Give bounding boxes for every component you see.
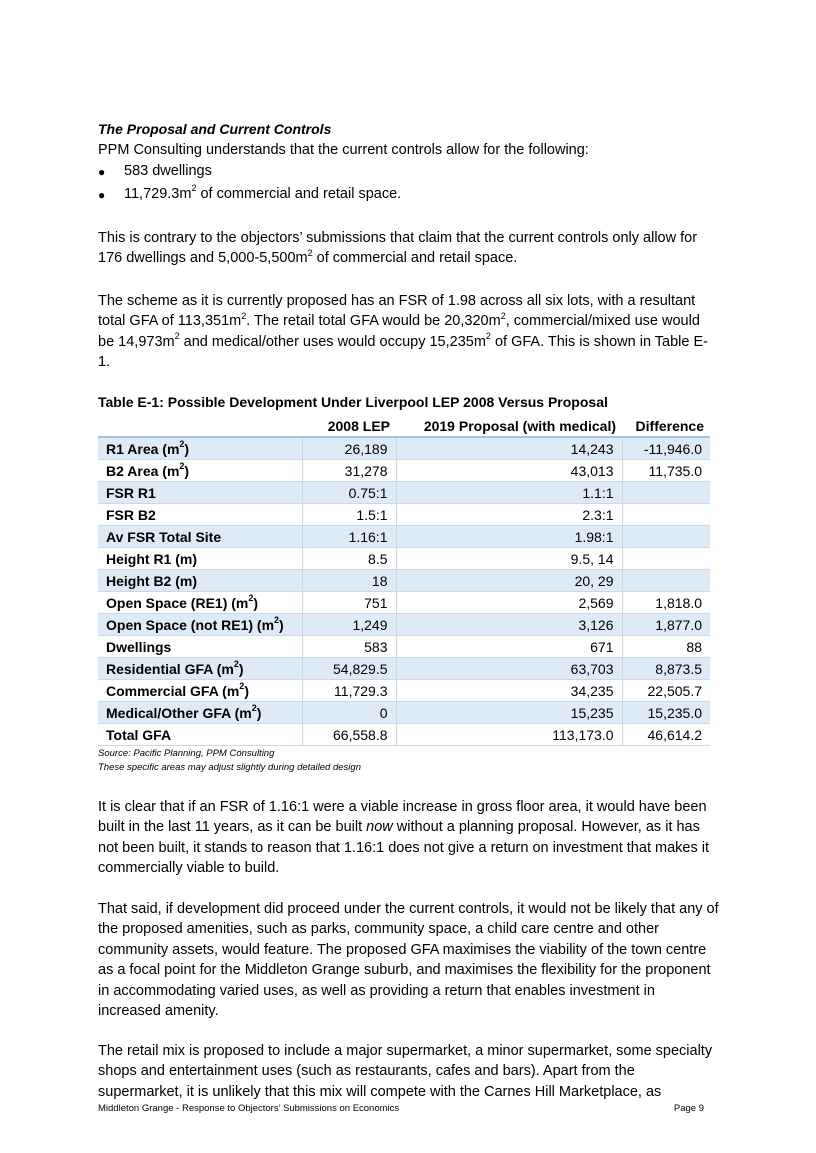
table-row [98,570,710,592]
header-proposal: 2019 Proposal (with medical) [396,416,622,437]
row-label: R1 Area $(m^2)$ [98,437,302,460]
cell-lep: 583 [302,636,396,658]
intro-paragraph: PPM Consulting understands that the current controls allow for the following: [98,142,589,158]
row-label: Dwellings [98,636,302,658]
cell-proposal: 14,243 [396,437,622,460]
paragraph-retail: The retail mix is proposed to include a major supermarket, a minor supermarket, some specialty shops and entertainment uses (such as restaurants, cafes and bars). Apart from the supermarket, it is unlikely that this mix will compete with the Carnes Hill Marketplace, as [98,1043,713,1100]
bullet-text: 583 dwellings [124,163,212,179]
row-label: Medical/Other GFA $(m^2)$ [98,702,302,724]
cell-lep: 26,189 [302,437,396,460]
table-row [98,437,710,460]
header-lep: 2008 LEP [302,416,396,437]
list-item [98,160,401,183]
comparison-table [98,416,710,746]
cell-proposal: 1.1:1 [396,482,622,504]
row-label: FSR R1 [98,482,302,504]
cell-difference: 8,873.5 [622,658,710,680]
table-header-row [98,416,710,437]
cell-difference: 88 [622,636,710,658]
row-label: FSR B2 [98,504,302,526]
table-row [98,702,710,724]
cell-proposal: 43,013 [396,460,622,482]
cell-lep: 751 [302,592,396,614]
section-title: The Proposal and Current Controls [98,121,332,137]
row-label: Open Space (RE1) $(m^2)$ [98,592,302,614]
cell-proposal: 3,126 [396,614,622,636]
table-row [98,592,710,614]
cell-lep: 8.5 [302,548,396,570]
bullet-icon: ● [98,165,106,179]
cell-lep: 1,249 [302,614,396,636]
cell-difference: 22,505.7 [622,680,710,702]
cell-difference [622,504,710,526]
header-difference: Difference [622,416,710,437]
table-row [98,724,710,746]
table-row [98,504,710,526]
footer-title: Middleton Grange - Response to Objectors’ Submissions on Economics [98,1103,400,1114]
cell-difference [622,482,710,504]
paragraph-scheme: The scheme as it is currently proposed has an FSR of 1.98 across all six lots, with a resultant total GFA of $113,351m^2$. The retail total GFA would be $20,320m^2$, commercial/mixed use would be $14,973m^2$ and medical/other uses would occupy $15,235m^2$ of GFA. This is shown in Table E-1. [98,293,708,371]
header-blank [98,416,302,437]
table-row [98,636,710,658]
row-label: Residential GFA $(m^2)$ [98,658,302,680]
cell-difference: 46,614.2 [622,724,710,746]
cell-proposal: 1.98:1 [396,526,622,548]
cell-lep: 0 [302,702,396,724]
row-label: B2 Area $(m^2)$ [98,460,302,482]
table-title: Table E-1: Possible Development Under Liverpool LEP 2008 Versus Proposal [98,394,608,410]
cell-proposal: 15,235 [396,702,622,724]
row-label: Commercial GFA $(m^2)$ [98,680,302,702]
cell-lep: 54,829.5 [302,658,396,680]
cell-proposal: 2.3:1 [396,504,622,526]
cell-proposal: 20, 29 [396,570,622,592]
cell-difference: 11,735.0 [622,460,710,482]
table-row [98,680,710,702]
bullet-icon: ● [98,188,106,202]
bullet-list [98,160,401,206]
cell-proposal: 671 [396,636,622,658]
cell-lep: 31,278 [302,460,396,482]
cell-difference: 15,235.0 [622,702,710,724]
paragraph-objectors: This is contrary to the objectors’ submissions that claim that the current controls only allow for 176 dwellings and $5,000-5,500m^2$ of commercial and retail space. [98,230,698,267]
cell-lep: 66,558.8 [302,724,396,746]
cell-lep: 18 [302,570,396,592]
cell-lep: 1.16:1 [302,526,396,548]
page-number: Page 9 [673,1103,704,1114]
row-label: Height R1 (m) [98,548,302,570]
cell-lep: 1.5:1 [302,504,396,526]
cell-proposal: 9.5, 14 [396,548,622,570]
bullet-text: $11,729.3m^2$ of commercial and retail space. [124,183,402,202]
table-row [98,658,710,680]
cell-difference: -11,946.0 [622,437,710,460]
row-label: Total GFA [98,724,302,746]
cell-difference [622,526,710,548]
table-row [98,482,710,504]
cell-difference: 1,877.0 [622,614,710,636]
cell-lep: 0.75:1 [302,482,396,504]
row-label: Av FSR Total Site [98,526,302,548]
table-row [98,548,710,570]
row-label: Open Space (not RE1) $(m^2)$ [98,614,302,636]
table-row [98,526,710,548]
page-footer [98,1103,704,1114]
cell-proposal: 2,569 [396,592,622,614]
cell-difference [622,548,710,570]
table-row [98,614,710,636]
table-note: These specific areas may adjust slightly during detailed design [98,762,361,773]
table-source: Source: Pacific Planning, PPM Consulting [98,748,275,759]
cell-proposal: 34,235 [396,680,622,702]
list-item [98,183,401,206]
table-row [98,460,710,482]
cell-proposal: 63,703 [396,658,622,680]
cell-difference [622,570,710,592]
paragraph-development: That said, if development did proceed under the current controls, it would not be likely that any of the proposed amenities, such as parks, community space, a child care centre and other community assets, would feature. The proposed GFA maximises the viability of the town centre as a focal point for the Middleton Grange suburb, and maximises the flexibility for the proponent in accommodating varied uses, as well as providing a return that enables investment in increased amenity. [98,901,719,1020]
paragraph-fsr: It is clear that if an FSR of 1.16:1 were a viable increase in gross floor area, it would have been built in the last 11 years, as it can be built now without a planning proposal. However, as it has not been built, it stands to reason that 1.16:1 does not give a return on investment that makes it commercially viable to build. [98,799,709,877]
cell-lep: 11,729.3 [302,680,396,702]
cell-difference: 1,818.0 [622,592,710,614]
cell-proposal: 113,173.0 [396,724,622,746]
row-label: Height B2 (m) [98,570,302,592]
